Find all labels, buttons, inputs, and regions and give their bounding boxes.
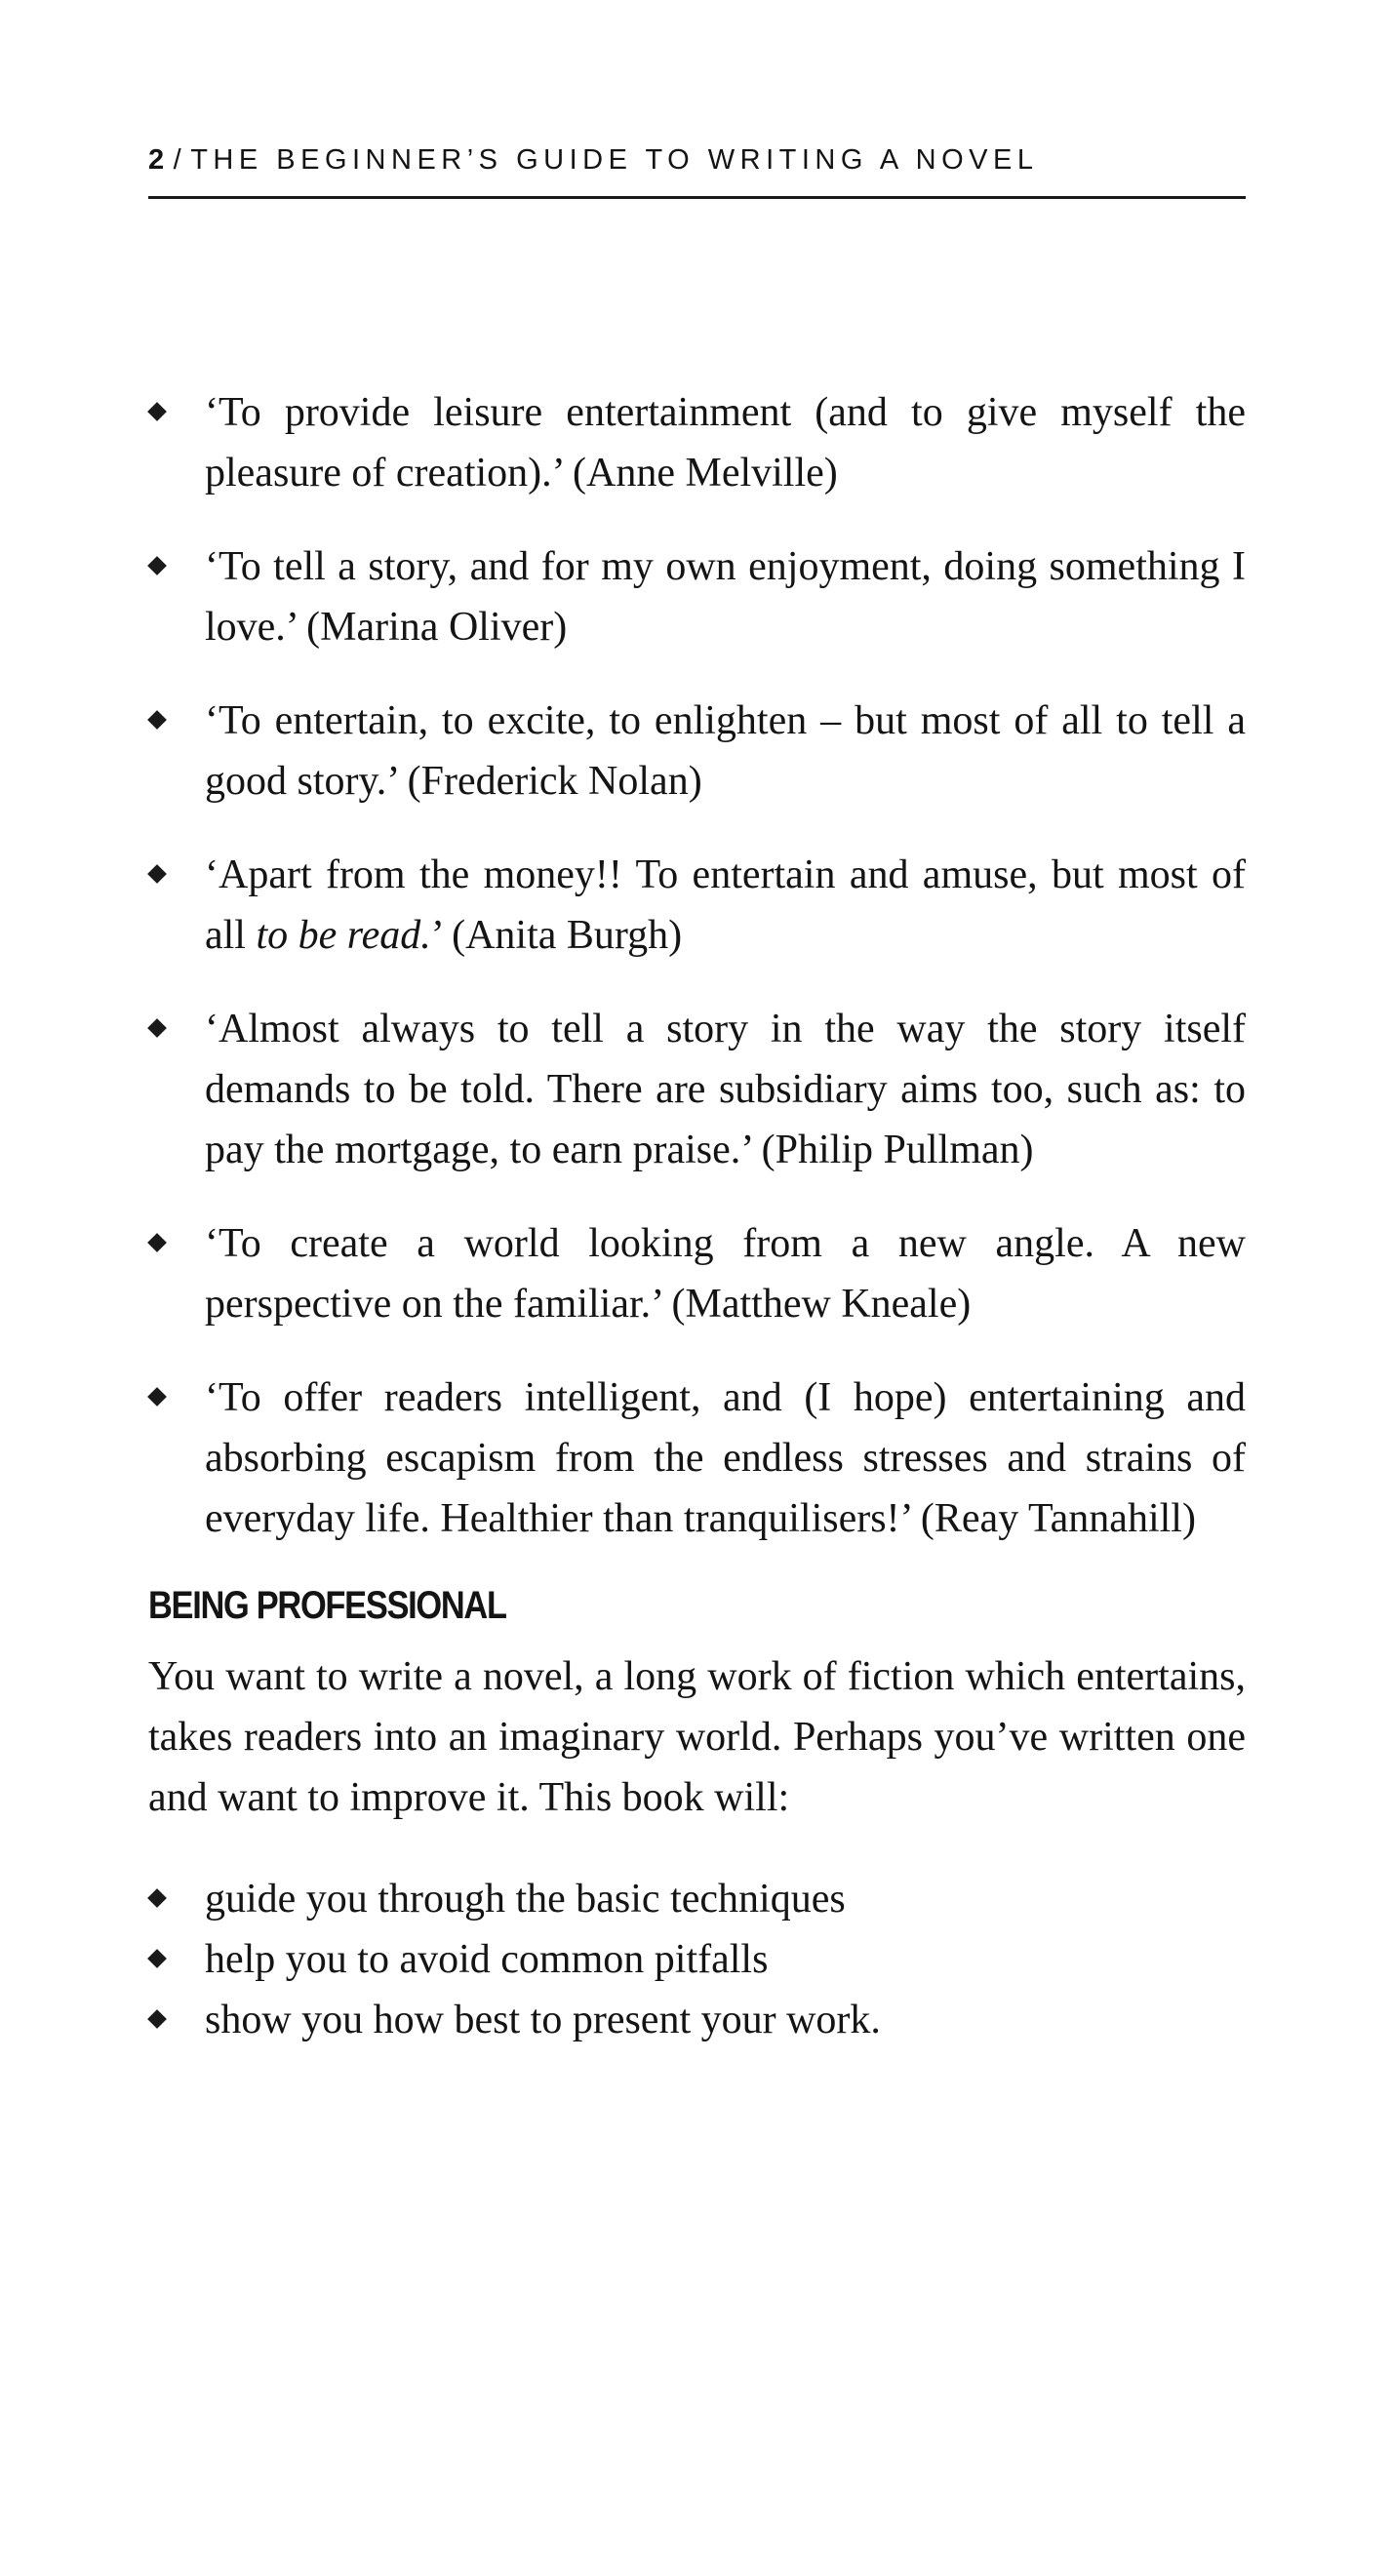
aim-item (148, 1990, 1246, 2050)
diamond-bullet-icon (147, 402, 167, 421)
quote-text-italic: to be read. (256, 913, 431, 958)
section-intro: You want to write a novel, a long work of fiction which entertains, takes readers into an imaginary world. Perhaps you’ve written one and want to improve it. This book will: (148, 1654, 1246, 1820)
quote-item (148, 691, 1246, 812)
quote-item (148, 1367, 1246, 1549)
diamond-bullet-icon (147, 1888, 167, 1908)
aims-list (148, 1869, 1246, 2050)
quote-text: ‘To tell a story, and for my own enjoyment, doing something I love.’ (Marina Oliver) (205, 544, 1246, 650)
quote-item (148, 1213, 1246, 1334)
quote-text-start: ‘Apart from the money!! To entertain and amuse, but most of all (205, 852, 1246, 958)
page-number: 2 (148, 144, 170, 176)
diamond-bullet-icon (147, 1387, 167, 1407)
book-title: THE BEGINNER’S GUIDE TO WRITING A NOVEL (190, 144, 1039, 176)
aim-text: guide you through the basic techniques (205, 1877, 846, 1922)
quote-text: ‘To create a world looking from a new angle. A new perspective on the familiar.’ (Matthew Kneale) (205, 1221, 1246, 1327)
diamond-bullet-icon (147, 1018, 167, 1038)
aim-item (148, 1869, 1246, 1929)
quote-item (148, 536, 1246, 657)
running-head-separator: / (173, 144, 187, 176)
quote-item (148, 382, 1246, 503)
book-page (148, 146, 1246, 2050)
aim-item (148, 1929, 1246, 1990)
aim-text: help you to avoid common pitfalls (205, 1937, 769, 1982)
quote-text: ‘To entertain, to excite, to enlighten – but most of all to tell a good story.’ (Frederick Nolan) (205, 698, 1246, 804)
diamond-bullet-icon (147, 710, 167, 730)
running-head (148, 146, 1246, 199)
quote-text: ‘To provide leisure entertainment (and to give myself the pleasure of creation).’ (Anne Melville) (205, 390, 1246, 495)
quote-text: ‘Almost always to tell a story in the way the story itself demands to be told. There are subsidiary aims too, such as: to pay the mortgage, to earn praise.’ (Philip Pullman) (205, 1007, 1246, 1172)
quotes-list (148, 382, 1246, 1549)
section-heading: BEING PROFESSIONAL (148, 1584, 506, 1627)
aim-text: show you how best to present your work. (205, 1998, 881, 2042)
quote-item (148, 999, 1246, 1180)
diamond-bullet-icon (147, 2009, 167, 2029)
diamond-bullet-icon (147, 864, 167, 884)
quote-item (148, 845, 1246, 966)
diamond-bullet-icon (147, 1233, 167, 1252)
quote-text: ‘To offer readers intelligent, and (I hope) entertaining and absorbing escapism from the endless stresses and strains of everyday life. Healthier than tranquilisers!’ (Reay Tannahill) (205, 1375, 1246, 1541)
quote-text-end: ’ (Anita Burgh) (430, 913, 683, 958)
diamond-bullet-icon (147, 556, 167, 575)
diamond-bullet-icon (147, 1949, 167, 1968)
